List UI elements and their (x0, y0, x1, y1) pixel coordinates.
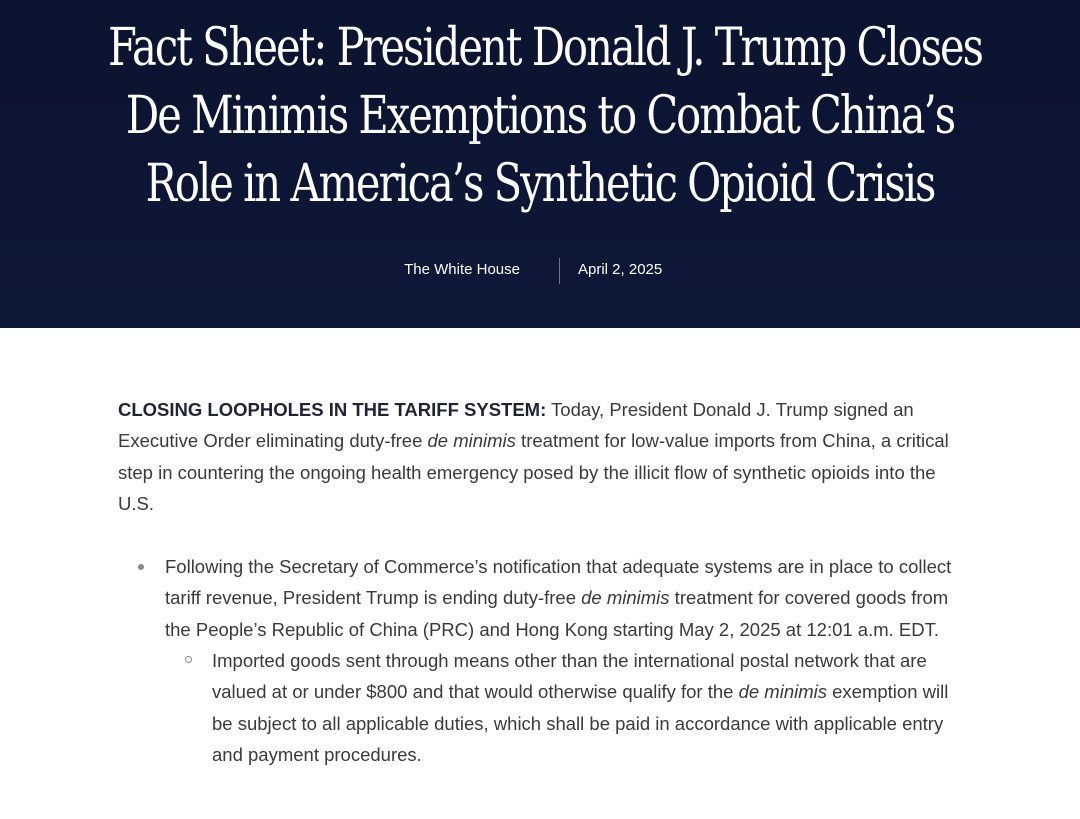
lead-text-end: treatment for low-value imports from China, a critical step in countering the ongoing health emergency posed by the illicit flow of synthetic opioids into the U.S. (118, 430, 949, 514)
article-meta (0, 258, 1080, 286)
lead-paragraph (118, 394, 968, 519)
sub-bullet-list (165, 645, 968, 770)
lead-text-start: Today, President Donald J. Trump signed an Executive Order eliminating duty-free (118, 399, 914, 452)
page-title-line-3: Role in America’s Synthetic Opioid Crisis (145, 154, 935, 214)
publish-date: April 2, 2025 (578, 261, 663, 278)
page-title-line-1: Fact Sheet: President Donald J. Trump Closes (108, 18, 982, 78)
page-title-line-2: De Minimis Exemptions to Combat China’s (125, 86, 955, 146)
lead-italic-term: de minimis (427, 430, 516, 452)
section-heading: CLOSING LOOPHOLES IN THE TARIFF SYSTEM: (118, 399, 547, 420)
sub-bullet-text-start: Imported goods sent through means other than the international postal network that are valued at or under $800 and that would otherwise qualify for the (212, 650, 927, 703)
page-title (108, 14, 982, 218)
list-item (165, 551, 968, 770)
list-item (212, 645, 968, 770)
sub-bullet-italic-term: de minimis (738, 681, 827, 703)
bullet-text-start: Following the Secretary of Commerce’s notification that adequate systems are in place to collect tariff revenue, President Trump is ending duty-free (165, 556, 952, 609)
article-body (118, 394, 968, 770)
bullet-text-end: treatment for covered goods from the People’s Republic of China (PRC) and Hong Kong starting May 2, 2025 at 12:01 a.m. EDT. (165, 587, 949, 640)
meta-divider (559, 258, 560, 284)
bullet-list (118, 551, 968, 770)
sub-bullet-text-end: exemption will be subject to all applicable duties, which shall be paid in accordance with applicable entry and payment procedures. (212, 681, 949, 765)
author-link[interactable]: The White House (404, 261, 520, 278)
bullet-italic-term: de minimis (581, 587, 670, 609)
article-header (0, 0, 1080, 328)
